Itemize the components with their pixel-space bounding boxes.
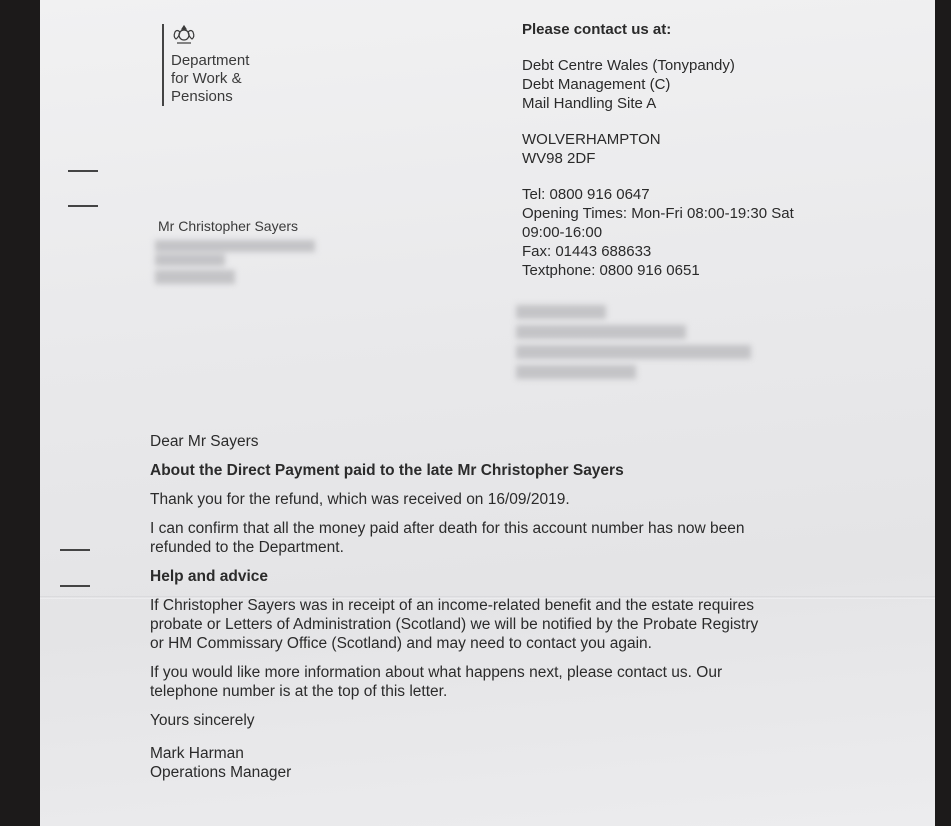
- paragraph-confirmation: [150, 519, 850, 557]
- address-city: WOLVERHAMPTON: [522, 131, 661, 148]
- letter-body: [150, 432, 850, 782]
- paragraph-contact-line-2: telephone number is at the top of this letter.: [150, 683, 448, 700]
- signatory-title: Operations Manager: [150, 764, 292, 781]
- salutation: Dear Mr Sayers: [150, 433, 259, 450]
- contact-opening-times-cont: 09:00-16:00: [522, 224, 603, 241]
- contact-phone-block: [522, 185, 862, 280]
- contact-tel: Tel: 0800 916 0647: [522, 186, 650, 203]
- contact-textphone: Textphone: 0800 916 0651: [522, 262, 700, 279]
- paragraph-refund: Thank you for the refund, which was received on 16/09/2019.: [150, 491, 570, 508]
- address-line-1: Debt Centre Wales (Tonypandy): [522, 57, 735, 74]
- contact-opening-times: Opening Times: Mon-Fri 08:00-19:30 Sat: [522, 205, 794, 222]
- fold-mark: [60, 585, 90, 587]
- address-line-2: Debt Management (C): [522, 76, 671, 93]
- contact-block: [522, 20, 862, 280]
- paragraph-benefit-line-3: or HM Commissary Office (Scotland) and may need to contact you again.: [150, 635, 652, 652]
- paragraph-confirmation-line-2: refunded to the Department.: [150, 539, 344, 556]
- contact-city-block: [522, 130, 862, 168]
- department-name-line-3: Pensions: [171, 88, 233, 105]
- paragraph-benefit-line-1: If Christopher Sayers was in receipt of an income-related benefit and the estate requires: [150, 597, 754, 614]
- royal-crest-icon: [171, 24, 197, 46]
- closing: Yours sincerely: [150, 712, 255, 729]
- fold-mark: [60, 549, 90, 551]
- contact-fax: Fax: 01443 688633: [522, 243, 652, 260]
- paragraph-contact: [150, 663, 850, 701]
- paragraph-confirmation-line-1: I can confirm that all the money paid after death for this account number has now been: [150, 520, 745, 537]
- paragraph-benefit: [150, 596, 850, 653]
- help-heading: Help and advice: [150, 568, 269, 585]
- letter-subject: About the Direct Payment paid to the late Mr Christopher Sayers: [150, 462, 624, 479]
- department-name-line-2: for Work &: [171, 70, 242, 87]
- recipient-name: Mr Christopher Sayers: [158, 218, 299, 234]
- redacted-reference-block: [516, 305, 756, 383]
- paragraph-contact-line-1: If you would like more information about what happens next, please contact us. Our: [150, 664, 723, 681]
- address-postcode: WV98 2DF: [522, 150, 596, 167]
- fold-mark: [68, 170, 98, 172]
- signatory-name: Mark Harman: [150, 745, 244, 762]
- contact-address: [522, 56, 862, 113]
- redacted-recipient-address: [155, 240, 325, 290]
- department-name-line-1: Department: [171, 52, 250, 69]
- dwp-logo: [162, 24, 249, 106]
- fold-mark: [68, 205, 98, 207]
- paragraph-benefit-line-2: probate or Letters of Administration (Scotland) we will be notified by the Probate Registry: [150, 616, 759, 633]
- letter-page: [40, 0, 935, 826]
- contact-heading: Please contact us at:: [522, 21, 672, 38]
- address-line-3: Mail Handling Site A: [522, 95, 657, 112]
